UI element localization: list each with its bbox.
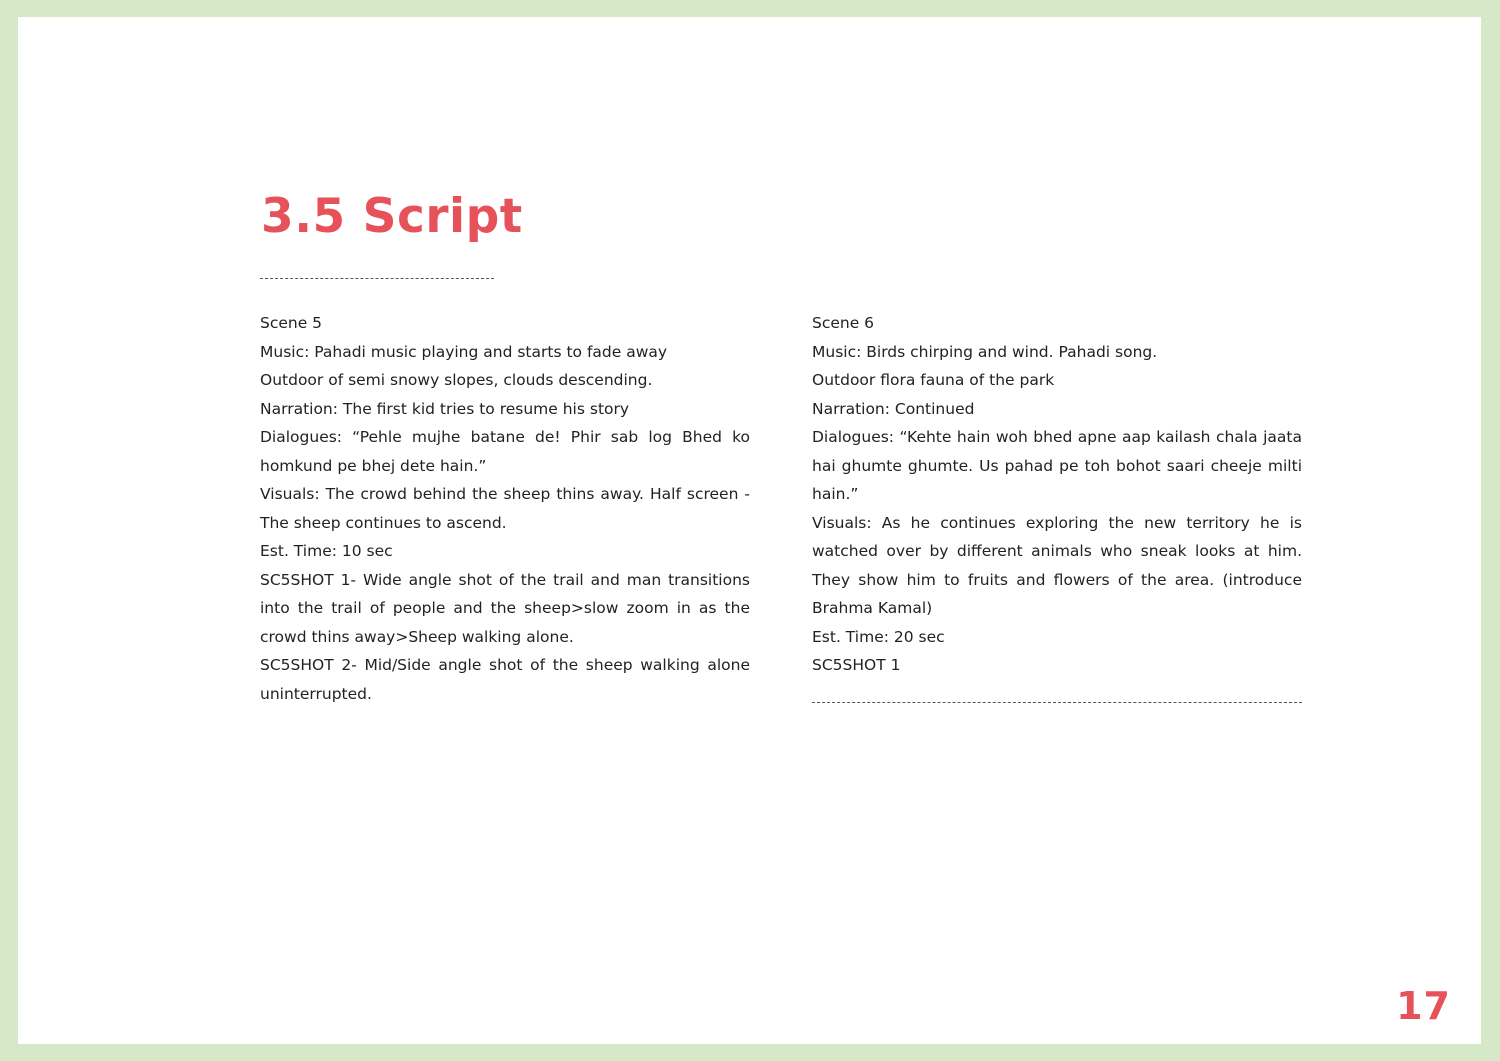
scene-5-narration: Narration: The first kid tries to resume his story xyxy=(260,399,630,418)
section-title: 3.5 Script xyxy=(261,189,523,244)
scene-6-column xyxy=(812,309,1302,680)
page-number: 17 xyxy=(1396,984,1451,1028)
scene-6-music: Music: Birds chirping and wind. Pahadi song. xyxy=(812,342,1158,361)
scene-5-shot-2: SC5SHOT 2- Mid/Side angle shot of the sheep walking alone uninterrupted. xyxy=(260,656,750,703)
scene-6-divider xyxy=(812,702,1302,703)
title-divider xyxy=(260,278,494,279)
scene-6-setting: Outdoor flora fauna of the park xyxy=(812,371,1055,389)
scene-5-est-time: Est. Time: 10 sec xyxy=(260,542,393,560)
scene-5-visuals: Visuals: The crowd behind the sheep thins away. Half screen - The sheep continues to ascend. xyxy=(260,485,750,532)
scene-6-narration: Narration: Continued xyxy=(812,399,975,418)
scene-5-setting: Outdoor of semi snowy slopes, clouds descending. xyxy=(260,371,653,389)
scene-5-shot-1: SC5SHOT 1- Wide angle shot of the trail and man transitions into the trail of people and the sheep>slow zoom in as the crowd thins away>Sheep walking alone. xyxy=(260,570,750,646)
scene-6-est-time: Est. Time: 20 sec xyxy=(812,627,945,646)
scene-5-column xyxy=(260,309,750,708)
scene-5-heading: Scene 5 xyxy=(260,314,323,332)
scene-6-dialogues: Dialogues: “Kehte hain woh bhed apne aap kailash chala jaata hai ghumte ghumte. Us pahad pe toh bohot saari cheeje milti hain.” xyxy=(812,428,1302,503)
scene-6-heading: Scene 6 xyxy=(812,314,875,332)
scene-5-dialogues: Dialogues: “Pehle mujhe batane de! Phir sab log Bhed ko homkund pe bhej dete hain.” xyxy=(260,428,750,475)
scene-6-shot-1: SC5SHOT 1 xyxy=(812,656,901,674)
scene-6-visuals: Visuals: As he continues exploring the new territory he is watched over by different animals who sneak looks at him. They show him to fruits and flowers of the area. (introduce Brahma Kamal) xyxy=(812,513,1302,617)
document-page xyxy=(18,17,1481,1044)
scene-5-music: Music: Pahadi music playing and starts to fade away xyxy=(260,342,668,361)
